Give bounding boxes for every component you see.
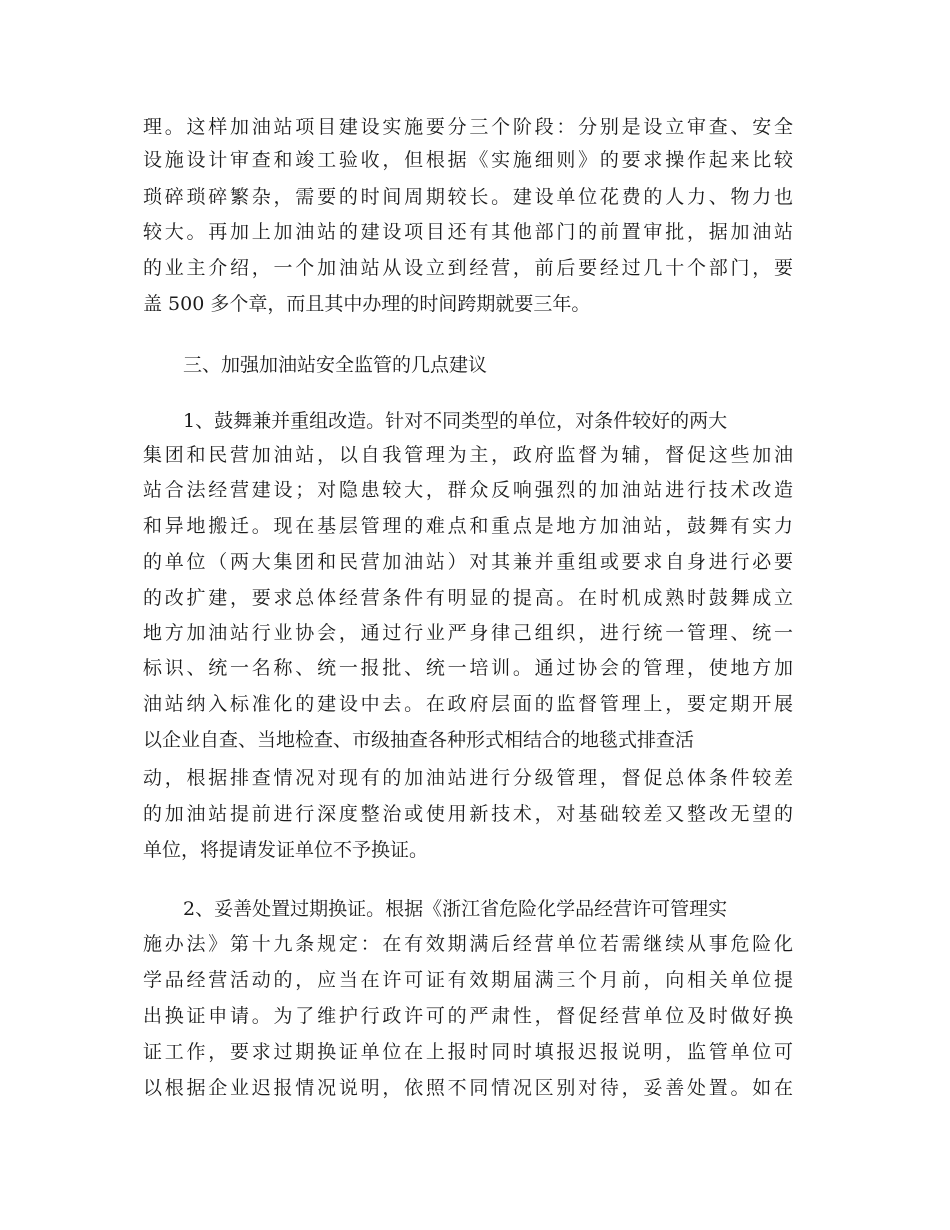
paragraph-line: 较大。再加上加油站的建设项目还有其他部门的前置审批，据加油站 [143, 221, 793, 243]
paragraph-line: 集团和民营加油站，以自我管理为主，政府监督为辅，督促这些加油 [143, 444, 793, 466]
paragraph-line: 油站纳入标准化的建设中去。在政府层面的监督管理上，要定期开展 [143, 693, 793, 715]
paragraph-line: 学品经营活动的，应当在许可证有效期届满三个月前，向相关单位提 [143, 969, 793, 991]
paragraph-line: 的加油站提前进行深度整治或使用新技术，对基础较差又整改无望的 [143, 803, 793, 825]
paragraph-line: 单位，将提请发证单位不予换证。 [143, 839, 429, 861]
paragraph-line: 标识、统一名称、统一报批、统一培训。通过协会的管理，使地方加 [143, 657, 793, 679]
paragraph-line: 1、鼓舞兼并重组改造。针对不同类型的单位，对条件较好的两大 [183, 410, 728, 432]
paragraph-line: 的业主介绍，一个加油站从设立到经营，前后要经过几十个部门，要 [143, 257, 793, 279]
paragraph-line: 理。这样加油站项目建设实施要分三个阶段：分别是设立审查、安全 [143, 116, 793, 138]
paragraph-line: 动，根据排查情况对现有的加油站进行分级管理，督促总体条件较差 [143, 767, 793, 789]
paragraph-line: 施办法》第十九条规定：在有效期满后经营单位若需继续从事危险化 [143, 933, 793, 955]
paragraph-line: 琐碎琐碎繁杂，需要的时间周期较长。建设单位花费的人力、物力也 [143, 186, 793, 208]
paragraph-line: 以根据企业迟报情况说明，依照不同情况区别对待，妥善处置。如在 [143, 1077, 793, 1099]
paragraph-line: 的改扩建，要求总体经营条件有明显的提高。在时机成熟时鼓舞成立 [143, 587, 793, 609]
paragraph-line: 出换证申请。为了维护行政许可的严肃性，督促经营单位及时做好换 [143, 1005, 793, 1027]
paragraph-line: 地方加油站行业协会，通过行业严身律己组织，进行统一管理、统一 [143, 622, 793, 644]
paragraph-line: 设施设计审查和竣工验收，但根据《实施细则》的要求操作起来比较 [143, 149, 793, 171]
paragraph-line: 站合法经营建设；对隐患较大，群众反响强烈的加油站进行技术改造 [143, 479, 793, 501]
paragraph-line: 2、妥善处置过期换证。根据《浙江省危险化学品经营许可管理实 [183, 898, 728, 920]
paragraph-line: 盖 500 多个章，而且其中办理的时间跨期就要三年。 [143, 293, 591, 315]
paragraph-line: 证工作，要求过期换证单位在上报时同时填报迟报说明，监管单位可 [143, 1041, 793, 1063]
paragraph-line: 的单位（两大集团和民营加油站）对其兼并重组或要求自身进行必要 [143, 551, 793, 573]
paragraph-line: 和异地搬迁。现在基层管理的难点和重点是地方加油站，鼓舞有实力 [143, 515, 793, 537]
paragraph-line: 以企业自查、当地检查、市级抽查各种形式相结合的地毯式排查活 [143, 729, 695, 751]
section-heading: 三、加强加油站安全监管的几点建议 [183, 354, 488, 376]
